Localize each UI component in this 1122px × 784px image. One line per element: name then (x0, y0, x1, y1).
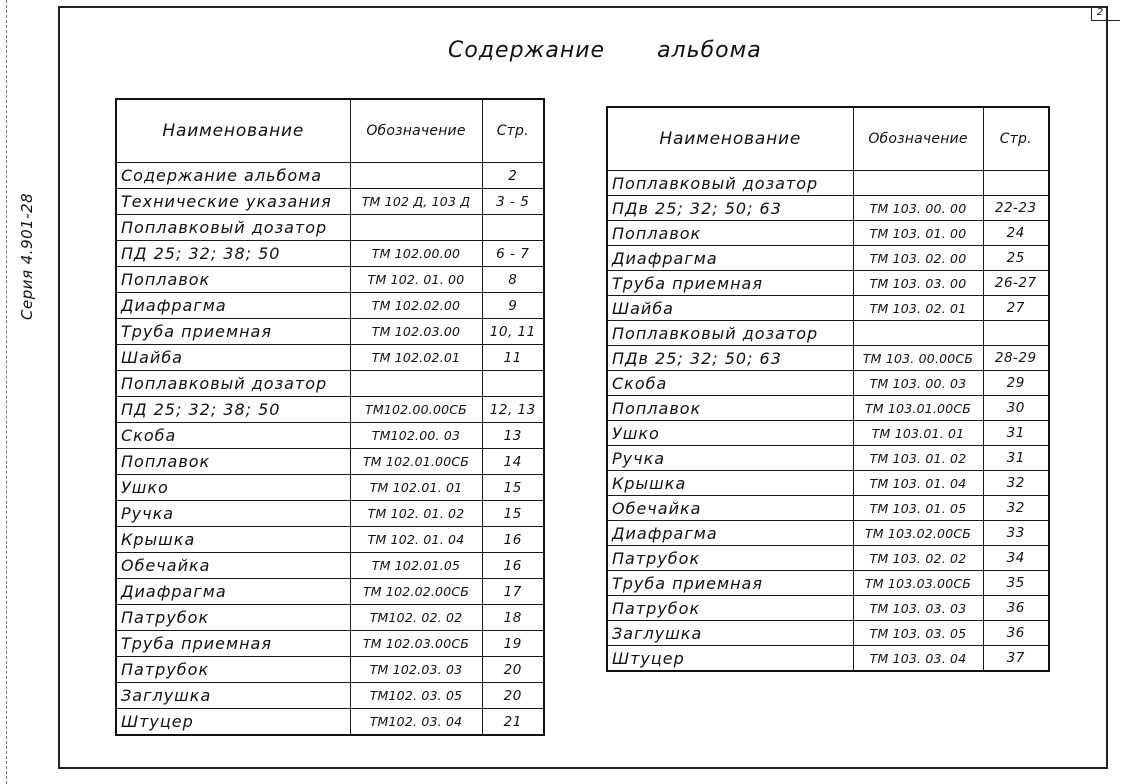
cell-designation: ТМ102. 02. 02 (350, 605, 482, 631)
cell-name: Поплавок (607, 396, 853, 421)
table-row (116, 475, 544, 501)
table-row (116, 189, 544, 215)
cell-page: 18 (482, 605, 544, 631)
cell-name: Шайба (116, 345, 350, 371)
table-row (116, 501, 544, 527)
cell-page: 30 (983, 396, 1049, 421)
cell-name: Поплавковый дозатор (116, 215, 350, 241)
cell-page (983, 321, 1049, 346)
column-header-designation: Обозначение (350, 99, 482, 163)
cell-name: Ручка (116, 501, 350, 527)
cell-name: Заглушка (116, 683, 350, 709)
cell-designation: ТМ102. 03. 05 (350, 683, 482, 709)
contents-table-right (606, 106, 1050, 672)
contents-table-left-body (116, 163, 544, 736)
page-title (448, 38, 762, 63)
cell-page: 19 (482, 631, 544, 657)
cell-name: Ушко (116, 475, 350, 501)
cell-page: 12, 13 (482, 397, 544, 423)
cell-designation: ТМ 103. 03. 03 (853, 596, 983, 621)
cell-name: Содержание альбома (116, 163, 350, 189)
cell-page: 14 (482, 449, 544, 475)
table-row (116, 605, 544, 631)
cell-name: ПД 25; 32; 38; 50 (116, 241, 350, 267)
table-row (116, 579, 544, 605)
cell-page: 29 (983, 371, 1049, 396)
table-row (607, 621, 1049, 646)
table-row (116, 397, 544, 423)
cell-designation: ТМ 103. 03. 00 (853, 271, 983, 296)
table-row (607, 471, 1049, 496)
cell-designation: ТМ 103. 01. 05 (853, 496, 983, 521)
table-row (607, 496, 1049, 521)
sheet-corner-cell (1107, 6, 1120, 21)
cell-page: 16 (482, 527, 544, 553)
cell-designation: ТМ 103. 03. 04 (853, 646, 983, 672)
column-header-page: Стр. (482, 99, 544, 163)
table-row (607, 246, 1049, 271)
cell-designation: ТМ 103. 02. 02 (853, 546, 983, 571)
column-header-name: Наименование (607, 107, 853, 171)
cell-designation: ТМ102.00.00СБ (350, 397, 482, 423)
cell-page: 32 (983, 496, 1049, 521)
table-row (607, 171, 1049, 196)
cell-designation: ТМ 102.03.00СБ (350, 631, 482, 657)
table-row (116, 683, 544, 709)
contents-table-left (115, 98, 545, 736)
table-row (607, 396, 1049, 421)
cell-name: Крышка (116, 527, 350, 553)
cell-name: Труба приемная (607, 271, 853, 296)
table-row (116, 293, 544, 319)
cell-page: 28-29 (983, 346, 1049, 371)
cell-page: 31 (983, 446, 1049, 471)
cell-page: 25 (983, 246, 1049, 271)
contents-table-right-body (607, 171, 1049, 672)
cell-name: ПДв 25; 32; 50; 63 (607, 346, 853, 371)
cell-name: Патрубок (116, 605, 350, 631)
cell-page: 15 (482, 501, 544, 527)
binding-edge-line (6, 0, 7, 784)
cell-page: 20 (482, 657, 544, 683)
cell-name: Ушко (607, 421, 853, 446)
cell-designation: ТМ 102.01.00СБ (350, 449, 482, 475)
cell-name: Обечайка (607, 496, 853, 521)
cell-designation: ТМ 102.03. 03 (350, 657, 482, 683)
column-header-page: Стр. (983, 107, 1049, 171)
cell-page: 8 (482, 267, 544, 293)
table-row (116, 345, 544, 371)
cell-name: Ручка (607, 446, 853, 471)
cell-name: Заглушка (607, 621, 853, 646)
cell-name: Скоба (116, 423, 350, 449)
cell-designation (853, 321, 983, 346)
cell-name: Труба приемная (116, 319, 350, 345)
cell-name: Крышка (607, 471, 853, 496)
cell-page: 21 (482, 709, 544, 736)
cell-page: 36 (983, 621, 1049, 646)
cell-designation: ТМ 103. 02. 00 (853, 246, 983, 271)
table-row (116, 241, 544, 267)
cell-designation: ТМ 102. 01. 02 (350, 501, 482, 527)
cell-page: 15 (482, 475, 544, 501)
cell-designation: ТМ 103. 01. 02 (853, 446, 983, 471)
title-word-contents: Содержание (448, 38, 606, 63)
table-row (116, 709, 544, 736)
cell-page (482, 371, 544, 397)
cell-name: Технические указания (116, 189, 350, 215)
table-row (116, 371, 544, 397)
cell-designation: ТМ 103. 03. 05 (853, 621, 983, 646)
table-row (116, 631, 544, 657)
cell-name: ПД 25; 32; 38; 50 (116, 397, 350, 423)
cell-page (983, 171, 1049, 196)
table-header-row (116, 99, 544, 163)
table-row (607, 196, 1049, 221)
table-row (607, 346, 1049, 371)
cell-page: 24 (983, 221, 1049, 246)
table-row (607, 546, 1049, 571)
table-row (607, 571, 1049, 596)
table-row (116, 163, 544, 189)
cell-page: 37 (983, 646, 1049, 672)
cell-name: ПДв 25; 32; 50; 63 (607, 196, 853, 221)
cell-designation: ТМ 102.01.05 (350, 553, 482, 579)
table-row (607, 221, 1049, 246)
cell-name: Диафрагма (116, 579, 350, 605)
cell-page: 36 (983, 596, 1049, 621)
table-row (607, 421, 1049, 446)
cell-designation: ТМ 102 Д, 103 Д (350, 189, 482, 215)
table-row (607, 271, 1049, 296)
cell-designation: ТМ 102.03.00 (350, 319, 482, 345)
cell-designation: ТМ 102.02.00 (350, 293, 482, 319)
cell-designation (350, 215, 482, 241)
cell-designation: ТМ 103. 00. 00 (853, 196, 983, 221)
cell-page (482, 215, 544, 241)
cell-designation: ТМ 103.03.00СБ (853, 571, 983, 596)
table-header-row (607, 107, 1049, 171)
table-row (607, 646, 1049, 672)
cell-name: Поплавок (116, 267, 350, 293)
cell-page: 35 (983, 571, 1049, 596)
title-word-album: альбома (657, 38, 762, 63)
cell-name: Диафрагма (607, 246, 853, 271)
cell-designation: ТМ 103. 01. 04 (853, 471, 983, 496)
cell-name: Штуцер (116, 709, 350, 736)
cell-designation: ТМ 102.00.00 (350, 241, 482, 267)
table-row (116, 527, 544, 553)
table-row (607, 321, 1049, 346)
cell-name: Поплавковый дозатор (116, 371, 350, 397)
table-row (116, 553, 544, 579)
cell-designation (853, 171, 983, 196)
cell-designation: ТМ 102. 01. 04 (350, 527, 482, 553)
cell-page: 33 (983, 521, 1049, 546)
cell-designation: ТМ 103. 01. 00 (853, 221, 983, 246)
cell-name: Штуцер (607, 646, 853, 672)
cell-name: Шайба (607, 296, 853, 321)
cell-designation: ТМ 102.02.00СБ (350, 579, 482, 605)
cell-name: Диафрагма (607, 521, 853, 546)
cell-name: Труба приемная (607, 571, 853, 596)
cell-designation: ТМ 102.02.01 (350, 345, 482, 371)
cell-page: 13 (482, 423, 544, 449)
cell-name: Патрубок (116, 657, 350, 683)
cell-page: 16 (482, 553, 544, 579)
sheet-number: 2 (1091, 6, 1108, 21)
cell-page: 26-27 (983, 271, 1049, 296)
series-label: Серия 4.901-28 (18, 192, 36, 320)
cell-name: Поплавковый дозатор (607, 171, 853, 196)
table-row (116, 449, 544, 475)
cell-page: 17 (482, 579, 544, 605)
table-row (116, 215, 544, 241)
cell-name: Поплавок (116, 449, 350, 475)
cell-designation: ТМ 102. 01. 00 (350, 267, 482, 293)
cell-page: 6 - 7 (482, 241, 544, 267)
cell-designation: ТМ102. 03. 04 (350, 709, 482, 736)
cell-name: Скоба (607, 371, 853, 396)
table-row (607, 521, 1049, 546)
cell-designation: ТМ 103.02.00СБ (853, 521, 983, 546)
cell-name: Патрубок (607, 546, 853, 571)
cell-page: 2 (482, 163, 544, 189)
cell-page: 11 (482, 345, 544, 371)
cell-page: 22-23 (983, 196, 1049, 221)
cell-name: Труба приемная (116, 631, 350, 657)
cell-designation (350, 163, 482, 189)
cell-designation: ТМ102.00. 03 (350, 423, 482, 449)
table-row (116, 319, 544, 345)
cell-designation (350, 371, 482, 397)
column-header-designation: Обозначение (853, 107, 983, 171)
cell-designation: ТМ 103.01. 01 (853, 421, 983, 446)
cell-designation: ТМ 103. 00.00СБ (853, 346, 983, 371)
table-row (607, 446, 1049, 471)
cell-designation: ТМ 103. 00. 03 (853, 371, 983, 396)
table-row (607, 296, 1049, 321)
cell-page: 9 (482, 293, 544, 319)
table-row (116, 423, 544, 449)
cell-page: 32 (983, 471, 1049, 496)
cell-name: Диафрагма (116, 293, 350, 319)
cell-name: Патрубок (607, 596, 853, 621)
cell-page: 27 (983, 296, 1049, 321)
table-row (116, 267, 544, 293)
cell-name: Поплавковый дозатор (607, 321, 853, 346)
cell-page: 20 (482, 683, 544, 709)
cell-page: 31 (983, 421, 1049, 446)
cell-name: Поплавок (607, 221, 853, 246)
cell-page: 3 - 5 (482, 189, 544, 215)
cell-page: 10, 11 (482, 319, 544, 345)
column-header-name: Наименование (116, 99, 350, 163)
cell-name: Обечайка (116, 553, 350, 579)
table-row (607, 371, 1049, 396)
cell-page: 34 (983, 546, 1049, 571)
cell-designation: ТМ 103. 02. 01 (853, 296, 983, 321)
cell-designation: ТМ 103.01.00СБ (853, 396, 983, 421)
cell-designation: ТМ 102.01. 01 (350, 475, 482, 501)
table-row (607, 596, 1049, 621)
table-row (116, 657, 544, 683)
